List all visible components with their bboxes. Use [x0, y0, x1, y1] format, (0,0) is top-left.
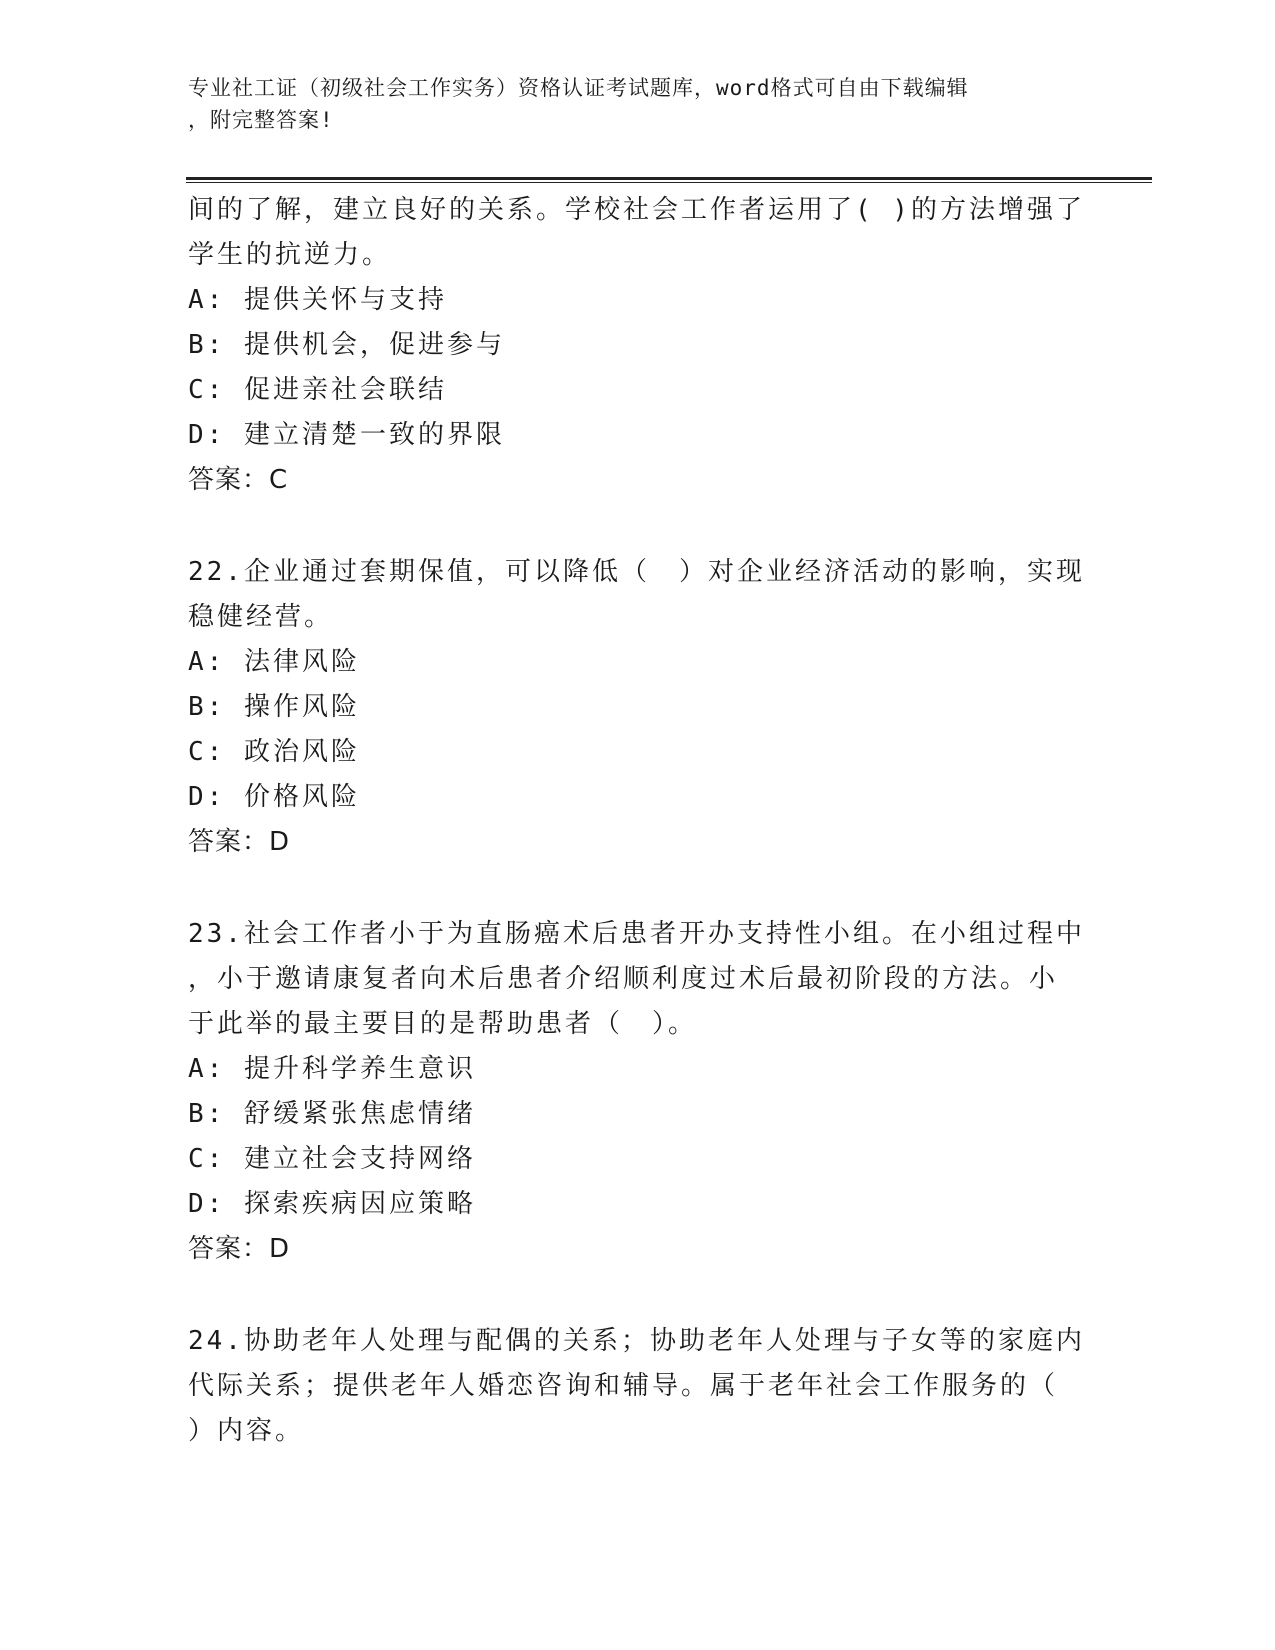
document-body	[188, 188, 1088, 1454]
question-stem-line: 稳健经营。	[188, 602, 334, 632]
option-d: D: 探索疾病因应策略	[188, 1189, 476, 1219]
question-stem-line: ，小于邀请康复者向术后患者介绍顺利度过术后最初阶段的方法。小	[188, 964, 1059, 994]
answer-line: 答案：C	[188, 465, 289, 495]
header-line-1: 专业社工证（初级社会工作实务）资格认证考试题库，word格式可自由下载编辑	[188, 76, 969, 100]
option-a: A: 提供关怀与支持	[188, 285, 447, 315]
option-c: C: 促进亲社会联结	[188, 375, 447, 405]
document-header	[188, 72, 1068, 136]
question-stem-line: 24.协助老年人处理与配偶的关系；协助老年人处理与子女等的家庭内	[188, 1326, 1085, 1356]
option-b: B: 提供机会，促进参与	[188, 330, 505, 360]
option-c: C: 政治风险	[188, 737, 360, 767]
question-stem-line: 23.社会工作者小于为直肠癌术后患者开办支持性小组。在小组过程中	[188, 919, 1085, 949]
question-stem-line: 于此举的最主要目的是帮助患者（ ）。	[188, 1009, 698, 1039]
question-stem-line: 学生的抗逆力。	[188, 240, 392, 270]
question-stem-line: 间的了解，建立良好的关系。学校社会工作者运用了( )的方法增强了	[188, 195, 1085, 225]
option-d: D: 价格风险	[188, 782, 360, 812]
question-23	[188, 912, 1088, 1272]
header-line-2: ，附完整答案!	[188, 108, 334, 132]
option-d: D: 建立清楚一致的界限	[188, 420, 505, 450]
option-a: A: 法律风险	[188, 647, 360, 677]
question-21	[188, 188, 1088, 503]
question-stem-line: 代际关系；提供老年人婚恋咨询和辅导。属于老年社会工作服务的（	[188, 1371, 1059, 1401]
answer-line: 答案：D	[188, 1234, 291, 1264]
question-24	[188, 1319, 1088, 1454]
question-22	[188, 550, 1088, 865]
header-rule-thick	[186, 177, 1152, 180]
header-rule-thin	[186, 182, 1152, 183]
answer-line: 答案：D	[188, 827, 291, 857]
question-stem-line: 22.企业通过套期保值，可以降低（ ）对企业经济活动的影响，实现	[188, 557, 1085, 587]
option-a: A: 提升科学养生意识	[188, 1054, 476, 1084]
option-b: B: 操作风险	[188, 692, 360, 722]
question-stem-line: ）内容。	[188, 1416, 305, 1446]
option-b: B: 舒缓紧张焦虑情绪	[188, 1099, 476, 1129]
option-c: C: 建立社会支持网络	[188, 1144, 476, 1174]
